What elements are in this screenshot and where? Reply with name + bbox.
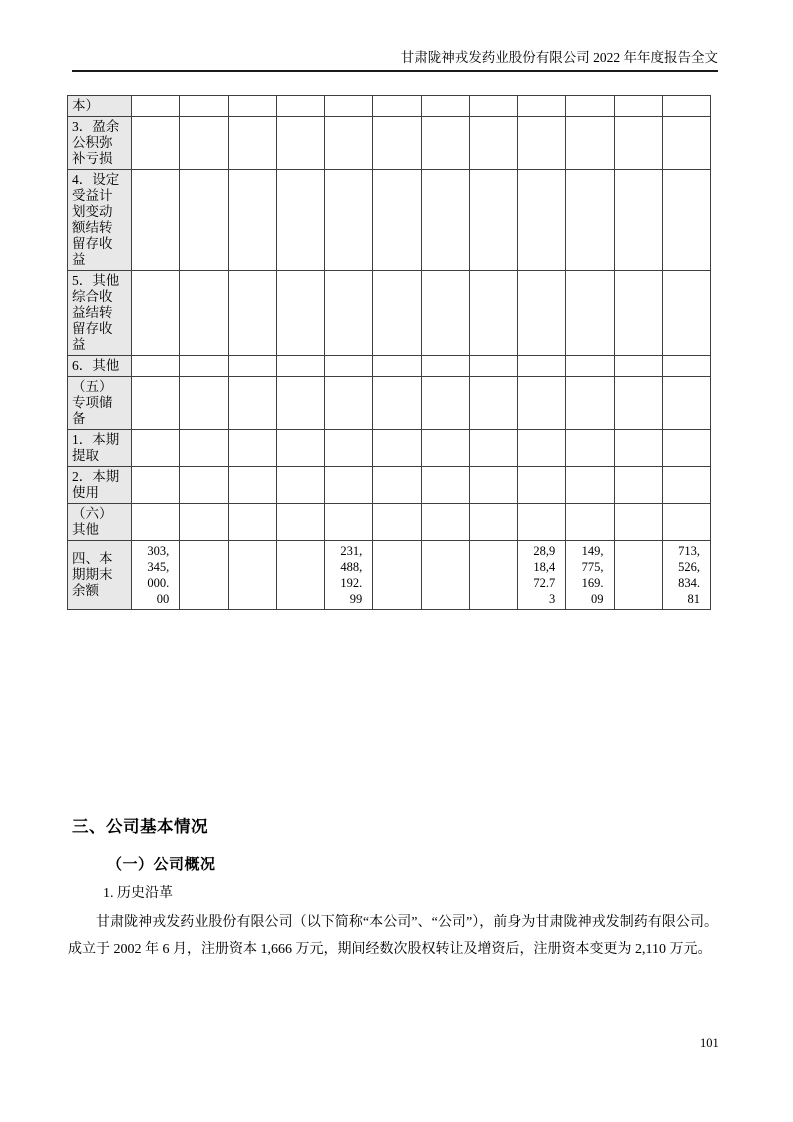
table-cell: [662, 467, 710, 504]
table-cell: [276, 541, 324, 610]
table-cell: 28,918,472.73: [518, 541, 566, 610]
table-cell: [421, 504, 469, 541]
table-cell: [180, 96, 228, 117]
table-cell: [421, 377, 469, 430]
table-cell: [132, 467, 180, 504]
table-cell: [325, 356, 373, 377]
table-cell: [373, 504, 421, 541]
table-cell: [518, 96, 566, 117]
table-row: [68, 504, 711, 541]
table-row: [68, 356, 711, 377]
table-cell: [325, 170, 373, 271]
table-row: [68, 271, 711, 356]
table-cell: [276, 271, 324, 356]
table-cell: [276, 467, 324, 504]
table-cell: [469, 541, 517, 610]
table-cell: [566, 430, 614, 467]
table-cell: [228, 430, 276, 467]
table-cell: [373, 377, 421, 430]
table-cell: [132, 504, 180, 541]
table-cell: [566, 467, 614, 504]
section-heading-company-basic-info: 三、公司基本情况: [72, 817, 208, 836]
table-cell: [180, 170, 228, 271]
table-cell: [228, 170, 276, 271]
table-cell: [180, 430, 228, 467]
table-row: [68, 541, 711, 610]
table-cell: [469, 117, 517, 170]
table-cell: [180, 504, 228, 541]
row-label-cell: 4．设定受益计划变动额结转留存收益: [68, 170, 132, 271]
subsection-heading-company-overview: （一）公司概况: [107, 857, 216, 873]
table-cell: [421, 117, 469, 170]
table-row: [68, 377, 711, 430]
table-cell: [518, 170, 566, 271]
table-row: [68, 170, 711, 271]
row-label-cell: 本）: [68, 96, 132, 117]
table-cell: [276, 170, 324, 271]
table-cell: [518, 467, 566, 504]
table-cell: [421, 467, 469, 504]
table-cell: [180, 467, 228, 504]
table-cell: [614, 504, 662, 541]
table-cell: [325, 467, 373, 504]
table-cell: [132, 377, 180, 430]
row-label-cell: 5．其他综合收益结转留存收益: [68, 271, 132, 356]
table-cell: [614, 117, 662, 170]
table-cell: [662, 504, 710, 541]
table-cell: [325, 96, 373, 117]
row-label-cell: 四、本期期末余额: [68, 541, 132, 610]
table-cell: [518, 356, 566, 377]
table-cell: [373, 356, 421, 377]
table-cell: [614, 467, 662, 504]
table-cell: [325, 117, 373, 170]
table-cell: [662, 96, 710, 117]
table-cell: [662, 377, 710, 430]
table-cell: [614, 356, 662, 377]
table-cell: [566, 117, 614, 170]
table-cell: [180, 377, 228, 430]
table-cell: [518, 430, 566, 467]
table-cell: [421, 96, 469, 117]
table-cell: [469, 271, 517, 356]
row-label-cell: （六）其他: [68, 504, 132, 541]
report-header-title: 甘肃陇神戎发药业股份有限公司 2022 年年度报告全文: [400, 50, 718, 65]
table-cell: [132, 430, 180, 467]
table-cell: [469, 504, 517, 541]
row-label-cell: 1．本期提取: [68, 430, 132, 467]
table-cell: [469, 467, 517, 504]
table-cell: [373, 117, 421, 170]
table-cell: [180, 117, 228, 170]
table-cell: [325, 377, 373, 430]
table-cell: [469, 377, 517, 430]
table-cell: [614, 430, 662, 467]
table-cell: [373, 271, 421, 356]
table-cell: [566, 504, 614, 541]
table-cell: [276, 504, 324, 541]
table-cell: [228, 117, 276, 170]
table-cell: [228, 356, 276, 377]
header-divider: [72, 70, 718, 72]
table-cell: [180, 541, 228, 610]
table-cell: [421, 430, 469, 467]
table-cell: [566, 96, 614, 117]
table-cell: [228, 96, 276, 117]
table-cell: [276, 117, 324, 170]
table-cell: [228, 467, 276, 504]
table-cell: [421, 271, 469, 356]
table-cell: [566, 271, 614, 356]
table-cell: 231,488,192.99: [325, 541, 373, 610]
table-cell: [132, 271, 180, 356]
table-cell: [180, 271, 228, 356]
row-label-cell: （五）专项储备: [68, 377, 132, 430]
table-cell: [614, 271, 662, 356]
table-cell: [469, 430, 517, 467]
table-cell: [373, 467, 421, 504]
row-label-cell: 6．其他: [68, 356, 132, 377]
table-cell: [614, 170, 662, 271]
row-label-cell: 3．盈余公积弥补亏损: [68, 117, 132, 170]
table-cell: [132, 117, 180, 170]
table-cell: [566, 170, 614, 271]
table-cell: [614, 541, 662, 610]
table-cell: [276, 96, 324, 117]
table-cell: [228, 377, 276, 430]
table-cell: [325, 504, 373, 541]
table-cell: [518, 117, 566, 170]
table-cell: [518, 504, 566, 541]
table-cell: [276, 430, 324, 467]
table-cell: [373, 96, 421, 117]
table-cell: [373, 541, 421, 610]
table-cell: [421, 541, 469, 610]
table-cell: [228, 271, 276, 356]
table-cell: [132, 356, 180, 377]
row-label-cell: 2．本期使用: [68, 467, 132, 504]
table-cell: [373, 170, 421, 271]
table-row: [68, 117, 711, 170]
table-cell: [662, 170, 710, 271]
table-cell: [132, 170, 180, 271]
table-cell: [614, 96, 662, 117]
table-cell: [469, 96, 517, 117]
table-cell: [228, 541, 276, 610]
table-cell: [566, 377, 614, 430]
equity-table-body: [68, 96, 711, 610]
history-heading: 1. 历史沿革: [103, 886, 173, 901]
table-row: [68, 430, 711, 467]
table-cell: [518, 271, 566, 356]
table-cell: [325, 430, 373, 467]
table-cell: [276, 356, 324, 377]
table-cell: 713,526,834.81: [662, 541, 710, 610]
table-cell: [421, 170, 469, 271]
table-cell: [614, 377, 662, 430]
table-cell: [662, 117, 710, 170]
table-cell: [518, 377, 566, 430]
table-cell: [276, 377, 324, 430]
table-cell: [228, 504, 276, 541]
table-cell: [421, 356, 469, 377]
table-row: [68, 96, 711, 117]
history-paragraph: 甘肃陇神戎发药业股份有限公司（以下简称“本公司”、“公司”），前身为甘肃陇神戎发制药有限公司。成立于 2002 年 6 月，注册资本 1,666 万元，期间经数次股权转让及增资后，注册资本变更为 2,110 万元。: [68, 915, 718, 957]
table-cell: [662, 356, 710, 377]
table-cell: 303,345,000.00: [132, 541, 180, 610]
table-cell: [325, 271, 373, 356]
table-cell: [180, 356, 228, 377]
page-number: 101: [700, 1036, 719, 1050]
table-cell: [469, 356, 517, 377]
table-cell: [469, 170, 517, 271]
table-cell: [373, 430, 421, 467]
table-cell: 149,775,169.09: [566, 541, 614, 610]
table-cell: [662, 430, 710, 467]
table-cell: [662, 271, 710, 356]
equity-change-table: [67, 95, 711, 610]
table-row: [68, 467, 711, 504]
table-cell: [132, 96, 180, 117]
table-cell: [566, 356, 614, 377]
